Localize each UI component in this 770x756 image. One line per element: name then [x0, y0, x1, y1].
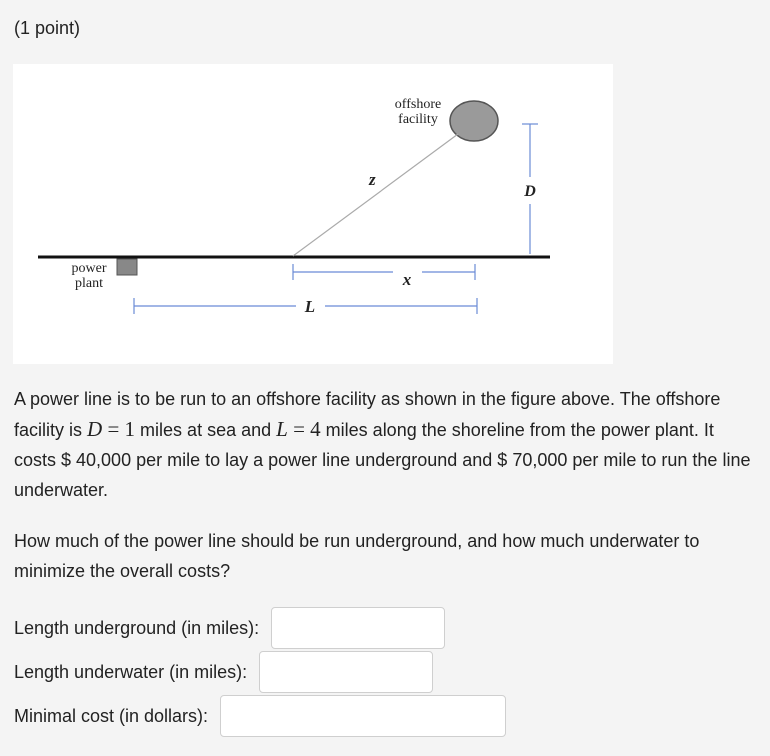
problem-text-part3: miles along the shoreline from the power plant. It costs $ 40,000 per mile to lay a power line underground and $ 70,000 per mile to run the line underwater.: [14, 420, 751, 500]
problem-statement: [14, 384, 759, 505]
cost-row: [14, 695, 506, 737]
question-text: How much of the power line should be run underground, and how much underwater to minimize the overall costs?: [14, 531, 700, 581]
underwater-row: [14, 651, 433, 693]
math-l-equation: [276, 417, 321, 441]
cost-input[interactable]: [220, 695, 506, 737]
x-label: x: [402, 270, 412, 289]
problem-figure: [13, 64, 613, 364]
offshore-label-line1: offshore: [394, 97, 442, 112]
math-d-variable: D: [87, 417, 103, 441]
underwater-label: Length underwater (in miles):: [14, 661, 248, 682]
problem-text-part1: A power line is to be run to an offshore facility as shown in the figure above. The offshore facility is: [14, 389, 721, 440]
underground-input[interactable]: [271, 607, 445, 649]
power-plant-label-line1: power: [71, 261, 107, 276]
underwater-input[interactable]: [259, 651, 433, 693]
l-label: L: [304, 297, 316, 316]
math-l-value: = 4: [287, 417, 321, 441]
math-l-variable: L: [276, 417, 288, 441]
problem-text-part2: miles at sea and: [135, 420, 272, 440]
math-d-equation: [87, 417, 135, 441]
power-plant-box: [117, 259, 137, 275]
d-label: D: [524, 183, 536, 200]
offshore-label-line2: facility: [398, 112, 438, 127]
points-label: (1 point): [14, 18, 81, 38]
underground-label: Length underground (in miles):: [14, 617, 260, 638]
underground-row: [14, 607, 445, 649]
cost-label: Minimal cost (in dollars):: [14, 705, 209, 726]
cable-z-line: [293, 134, 458, 256]
math-d-value: = 1: [102, 417, 136, 441]
power-plant-label-line2: plant: [75, 276, 103, 291]
z-label: z: [369, 170, 376, 189]
diagram-svg: [13, 64, 613, 364]
